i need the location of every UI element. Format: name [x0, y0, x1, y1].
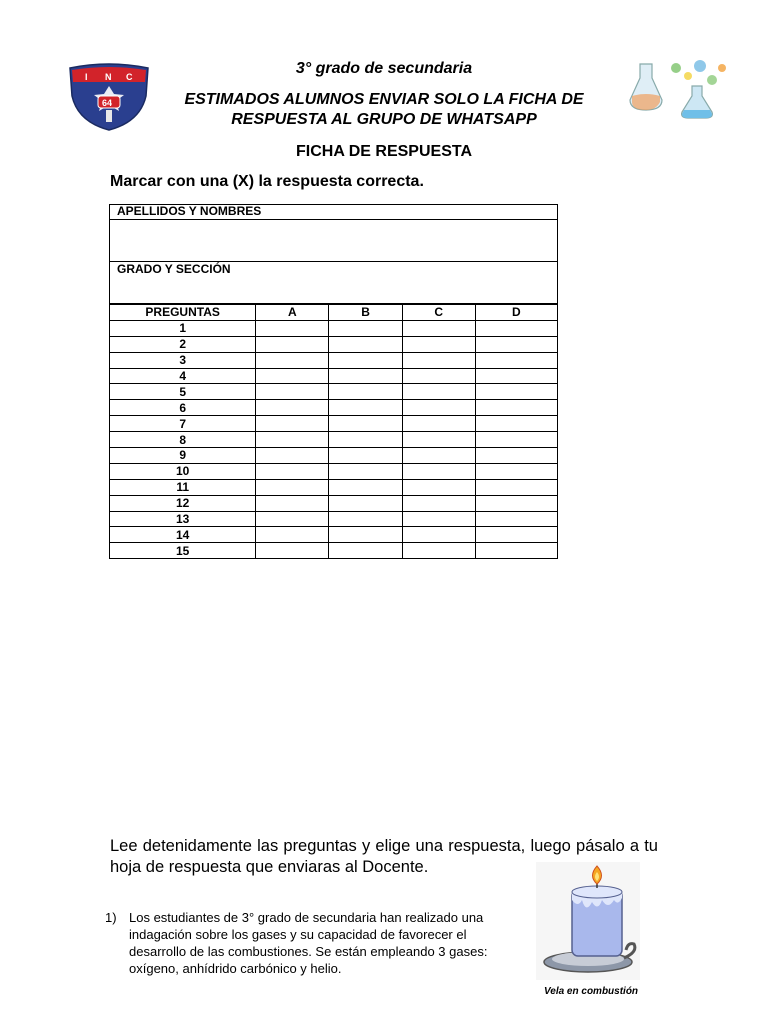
- answer-cell-a[interactable]: [256, 527, 329, 543]
- question-number-cell: 10: [110, 463, 256, 479]
- header-option-a: A: [256, 305, 329, 321]
- answer-cell-d[interactable]: [475, 479, 557, 495]
- answer-cell-b[interactable]: [329, 543, 402, 559]
- answer-row: [110, 416, 558, 432]
- answer-cell-b[interactable]: [329, 479, 402, 495]
- question-1: [105, 909, 522, 977]
- question-number-cell: 7: [110, 416, 256, 432]
- answer-cell-b[interactable]: [329, 320, 402, 336]
- answer-cell-b[interactable]: [329, 527, 402, 543]
- question-number-cell: 15: [110, 543, 256, 559]
- answer-row: [110, 543, 558, 559]
- logo-letter-n: N: [105, 72, 112, 82]
- answer-cell-a[interactable]: [256, 432, 329, 448]
- header-option-d: D: [475, 305, 557, 321]
- answer-cell-d[interactable]: [475, 511, 557, 527]
- answer-cell-c[interactable]: [402, 511, 475, 527]
- answer-cell-c[interactable]: [402, 432, 475, 448]
- names-label: APELLIDOS Y NOMBRES: [110, 205, 558, 220]
- answer-cell-b[interactable]: [329, 511, 402, 527]
- names-field[interactable]: [110, 220, 558, 262]
- logo-letter-i: I: [85, 72, 88, 82]
- answer-cell-c[interactable]: [402, 479, 475, 495]
- answer-row: [110, 384, 558, 400]
- answer-cell-d[interactable]: [475, 432, 557, 448]
- answer-row: [110, 368, 558, 384]
- grade-section-label: GRADO Y SECCIÓN: [117, 262, 231, 276]
- answer-cell-b[interactable]: [329, 432, 402, 448]
- answer-cell-d[interactable]: [475, 320, 557, 336]
- answer-cell-c[interactable]: [402, 543, 475, 559]
- answer-cell-a[interactable]: [256, 368, 329, 384]
- answer-cell-a[interactable]: [256, 448, 329, 464]
- answer-cell-a[interactable]: [256, 416, 329, 432]
- answer-cell-a[interactable]: [256, 320, 329, 336]
- logo-number: 64: [102, 98, 113, 108]
- answer-cell-c[interactable]: [402, 463, 475, 479]
- answer-cell-d[interactable]: [475, 495, 557, 511]
- answer-cell-d[interactable]: [475, 336, 557, 352]
- header-option-c: C: [402, 305, 475, 321]
- answer-cell-a[interactable]: [256, 479, 329, 495]
- answer-cell-d[interactable]: [475, 543, 557, 559]
- answer-cell-c[interactable]: [402, 495, 475, 511]
- answer-cell-d[interactable]: [475, 368, 557, 384]
- question-number-cell: 2: [110, 336, 256, 352]
- form-title: FICHA DE RESPUESTA: [295, 143, 472, 160]
- answer-cell-c[interactable]: [402, 320, 475, 336]
- student-info-table: [109, 204, 558, 304]
- answer-cell-a[interactable]: [256, 336, 329, 352]
- grade-section-field[interactable]: [110, 262, 558, 304]
- question-number-cell: 4: [110, 368, 256, 384]
- answer-table-header: [110, 305, 558, 321]
- grade-heading: 3° grado de secundaria: [295, 60, 473, 77]
- answer-row: [110, 432, 558, 448]
- answer-cell-a[interactable]: [256, 495, 329, 511]
- answer-cell-c[interactable]: [402, 448, 475, 464]
- answer-cell-c[interactable]: [402, 527, 475, 543]
- answer-row: [110, 527, 558, 543]
- question-number-cell: 6: [110, 400, 256, 416]
- answer-row: [110, 479, 558, 495]
- question-number-cell: 13: [110, 511, 256, 527]
- instruction-text: Marcar con una (X) la respuesta correcta.: [110, 173, 424, 190]
- answer-cell-b[interactable]: [329, 448, 402, 464]
- answer-cell-c[interactable]: [402, 416, 475, 432]
- candle-caption: Vela en combustión: [543, 986, 639, 997]
- answer-cell-d[interactable]: [475, 416, 557, 432]
- answer-row: [110, 320, 558, 336]
- answer-cell-c[interactable]: [402, 368, 475, 384]
- question-number-cell: 11: [110, 479, 256, 495]
- question-number-cell: 9: [110, 448, 256, 464]
- header-questions: PREGUNTAS: [110, 305, 256, 321]
- answer-cell-a[interactable]: [256, 543, 329, 559]
- answer-cell-d[interactable]: [475, 527, 557, 543]
- answer-cell-b[interactable]: [329, 384, 402, 400]
- answer-cell-d[interactable]: [475, 384, 557, 400]
- answer-cell-a[interactable]: [256, 511, 329, 527]
- answer-row: [110, 495, 558, 511]
- question-1-text: Los estudiantes de 3° grado de secundaria han realizado una indagación sobre los gases y su capacidad de favorecer el desarrollo de las combustiones. Se están empleando 3 gases: oxígeno, anhídrido carbónico y helio.: [129, 910, 488, 976]
- question-number-cell: 8: [110, 432, 256, 448]
- answer-row: [110, 463, 558, 479]
- question-number-cell: 12: [110, 495, 256, 511]
- answer-row: [110, 336, 558, 352]
- answer-cell-d[interactable]: [475, 352, 557, 368]
- question-number-cell: 3: [110, 352, 256, 368]
- answer-cell-d[interactable]: [475, 448, 557, 464]
- logo-letter-c: C: [126, 72, 133, 82]
- candle-illustration: [536, 862, 640, 980]
- reading-instructions: Lee detenidamente las preguntas y elige una respuesta, luego pásalo a tu hoja de respuesta que enviaras al Docente.: [110, 837, 658, 876]
- answer-cell-c[interactable]: [402, 400, 475, 416]
- answer-cell-c[interactable]: [402, 352, 475, 368]
- answer-cell-b[interactable]: [329, 463, 402, 479]
- question-1-number: 1): [105, 910, 117, 925]
- notice-heading: ESTIMADOS ALUMNOS ENVIAR SOLO LA FICHA DE RESPUESTA AL GRUPO DE WHATSAPP: [184, 91, 584, 128]
- answer-row: [110, 400, 558, 416]
- answer-row: [110, 511, 558, 527]
- answer-row: [110, 448, 558, 464]
- answer-table: [109, 304, 558, 559]
- answer-cell-b[interactable]: [329, 352, 402, 368]
- answer-cell-a[interactable]: [256, 352, 329, 368]
- answer-cell-c[interactable]: [402, 384, 475, 400]
- answer-cell-b[interactable]: [329, 368, 402, 384]
- answer-row: [110, 352, 558, 368]
- answer-cell-a[interactable]: [256, 400, 329, 416]
- answer-cell-c[interactable]: [402, 336, 475, 352]
- question-number-cell: 14: [110, 527, 256, 543]
- header-option-b: B: [329, 305, 402, 321]
- answer-cell-d[interactable]: [475, 463, 557, 479]
- answer-cell-b[interactable]: [329, 416, 402, 432]
- answer-cell-b[interactable]: [329, 495, 402, 511]
- question-number-cell: 1: [110, 320, 256, 336]
- answer-cell-d[interactable]: [475, 400, 557, 416]
- question-number-cell: 5: [110, 384, 256, 400]
- answer-cell-a[interactable]: [256, 463, 329, 479]
- answer-cell-b[interactable]: [329, 336, 402, 352]
- answer-cell-b[interactable]: [329, 400, 402, 416]
- answer-cell-a[interactable]: [256, 384, 329, 400]
